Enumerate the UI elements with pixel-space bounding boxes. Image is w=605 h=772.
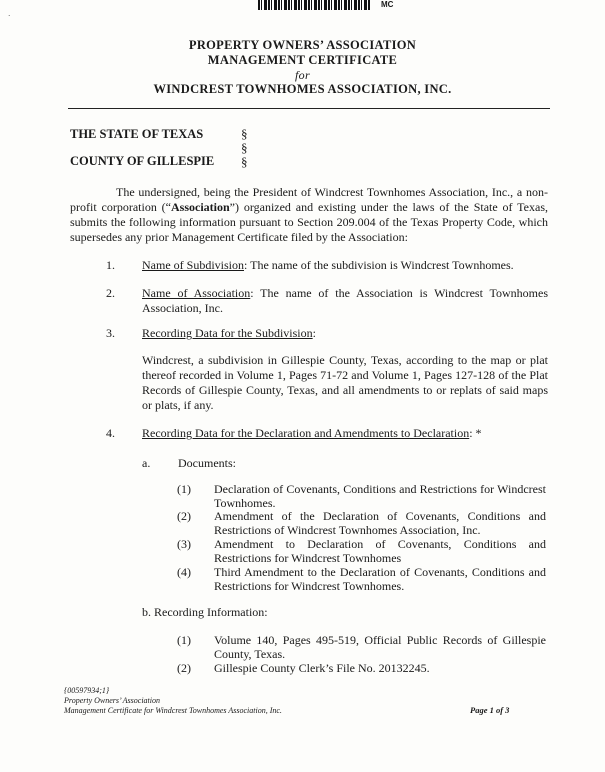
header-rule [68,108,550,109]
section-4-text: : * [469,426,482,440]
barcode-tag: MC [381,0,394,9]
intro-text-1: The undersigned, being the President of Windcrest Townhomes Association, Inc., a non-profit corporation (“ [70,185,548,214]
section-3-heading: Recording Data for the Subdivision [142,326,313,340]
section-3 [142,326,548,341]
document-item-3-text: Amendment to Declaration of Covenants, Conditions and Restrictions for Windcrest Townhomes [214,537,546,565]
section-4 [142,426,548,441]
recording-title: Recording Information: [154,605,268,619]
recording-item-2-number: (2) [177,661,191,675]
section-symbol-3: § [241,154,248,169]
document-item-2-text: Amendment of the Declaration of Covenants, Conditions and Restrictions of Windcrest Townhomes Association, Inc. [214,509,546,537]
document-item-4-number: (4) [177,565,191,579]
recording-item-1-number: (1) [177,633,191,647]
footer-line-2: Property Owners’ Association [64,696,160,705]
title-for: for [295,68,310,82]
document-item-1-text: Declaration of Covenants, Conditions and Restrictions for Windcrest Townhomes. [214,482,546,510]
title-line-2: MANAGEMENT CERTIFICATE [207,53,398,67]
section-3-number: 3. [106,326,115,340]
section-1-heading: Name of Subdivision [142,258,244,272]
state-label: THE STATE OF TEXAS [70,127,204,141]
section-4-heading: Recording Data for the Declaration and Amendments to Declaration [142,426,470,440]
section-1 [142,258,548,273]
section-symbol-1: § [241,126,248,141]
intro-text-2: ”) organized and existing under the laws of the State of Texas, submits the following information pursuant to Section 209.004 of the Texas Property Code, which supersedes any prior Management Certificate filed by the Association: [70,200,548,244]
recording-item-2-text: Gillespie County Clerk’s File No. 20132245. [214,661,430,675]
documents-title: Documents: [178,456,236,470]
section-1-number: 1. [106,258,115,272]
document-item-1-number: (1) [177,482,191,496]
documents-label: a. [142,456,151,470]
footer-doc-id: {00597934;1} [64,686,110,695]
section-symbol-2: § [241,140,248,155]
barcode [258,0,370,10]
document-item-3-number: (3) [177,537,191,551]
title-line-3: WINDCREST TOWNHOMES ASSOCIATION, INC. [153,82,452,96]
section-3-body: Windcrest, a subdivision in Gillespie County, Texas, according to the map or plat thereof recorded in Volume 1, Pages 71-72 and Volume 1, Pages 127-128 of the Plat Records of Gillespie County, Texas, and all amendments to or replats of said maps or plats, if any. [142,353,548,412]
section-1-text: : The name of the subdivision is Windcrest Townhomes. [244,258,514,272]
section-2 [142,286,548,316]
county-label: COUNTY OF GILLESPIE [70,154,215,168]
recording-item-1-text: Volume 140, Pages 495-519, Official Public Records of Gillespie County, Texas. [214,633,546,661]
recording-label: b. [142,605,151,619]
title-line-1: PROPERTY OWNERS’ ASSOCIATION [188,38,417,52]
intro-association-term: Association [171,200,230,214]
section-3-text: : [312,326,316,340]
intro-paragraph [70,185,548,245]
footer-line-3: Management Certificate for Windcrest Townhomes Association, Inc. [64,706,282,715]
section-4-number: 4. [106,426,115,440]
document-item-2-number: (2) [177,509,191,523]
document-item-4-text: Third Amendment to the Declaration of Covenants, Conditions and Restrictions for Windcrest Townhomes. [214,565,546,593]
page-number: Page 1 of 3 [470,705,510,715]
section-2-number: 2. [106,286,115,300]
stray-mark: · [8,12,11,20]
section-2-heading: Name of Association [142,286,251,300]
section-2-text: : The name of the Association is Windcrest Townhomes Association, Inc. [142,286,548,315]
